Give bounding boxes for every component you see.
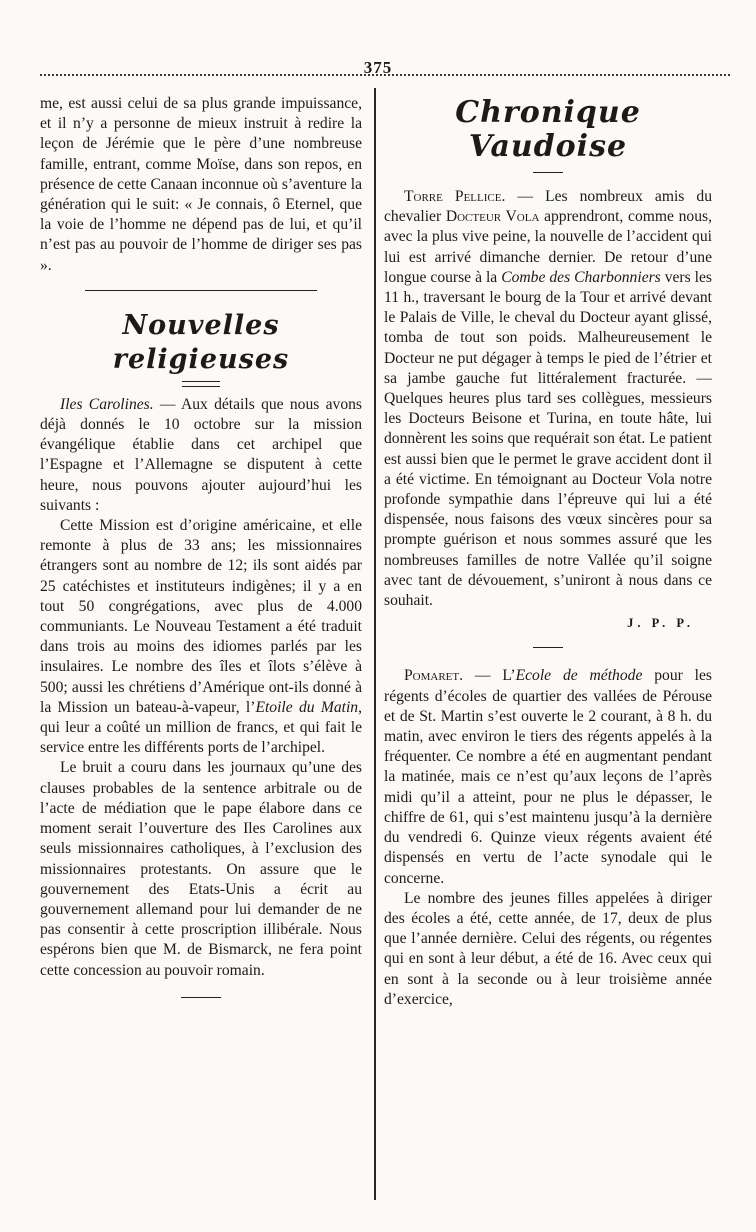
combe-location: Combe des Charbonniers xyxy=(501,268,661,286)
end-dash xyxy=(181,997,221,998)
mission-text: Cette Mission est d’origine américaine, et elle remonte à plus de 33 ans; les missionnaires étrangers sont au nombre de 12; ils sont aidés par 25 catéchistes et instituteurs indigènes; il y a en tout 50 congrégations, avec plus de 4.000 communiants. Le Nouveau Testament a été traduit dans trois au moins des idiomes parlés par les insulaires. Le nombre des îles et îlots s’élève à 500; aussi les chrétiens d’Amérique ont-ils donné à la Mission un bateau-à-vapeur, l’ xyxy=(40,517,362,716)
mission-text-end: , qui leur a coûté un million de francs, et qui fait le service entre les différents ports de l’archipel. xyxy=(40,698,362,757)
intro-paragraph: me, est aussi celui de sa plus grande impuissance, et il n’y a personne de mieux instruit à redire la leçon de Jérémie que le père d’une nombreuse famille, entrant, comme Moïse, dans son repos, en présence de cette Canaan inconnue où s’aventure la génération qui le suit: « Je connais, ô Eternel, que la voie de l’homme ne dépend pas de lui, et qu’il n’est pas au pouvoir de l’homme de diriger ses pas ». xyxy=(40,95,362,274)
article-text: — L’ xyxy=(463,667,516,685)
section-title-nouvelles: Nouvelles religieuses xyxy=(112,309,290,375)
article-text: — Les nombreux amis du chevalier xyxy=(384,188,713,226)
section-separator xyxy=(85,290,317,291)
title-short-rule xyxy=(533,172,563,173)
left-column xyxy=(40,94,362,998)
pomaret-place: Pomaret. xyxy=(404,667,464,685)
torre-pellice-article xyxy=(384,187,712,611)
ship-name: Etoile du Matin xyxy=(255,698,359,716)
rumor-paragraph: Le bruit a couru dans les journaux qu’une des clauses probables de la sentence arbitrale ou de l’acte de médiation que le pape élabore dans ce moment serait l’ouverture des Iles Carolines aux seuls missionnaires catholiques, à l’exclusion des missionnaires protestants. On assure que le gouvernement des Etats-Unis a écrit au gouvernement allemand pour lui demander de ne pas consentir à cette proscription illibérale. Nous espérons bien que M. de Bismarck, ne fera point cette concession au pouvoir romain. xyxy=(40,759,362,979)
header-dotted-rule xyxy=(40,74,730,76)
right-column xyxy=(384,94,712,1010)
school-name: Ecole de méthode xyxy=(515,667,643,685)
pomaret-paragraph-2: Le nombre des jeunes filles appelées à diriger des écoles a été, cette année, de 17, deux de plus que l’année dernière. Celui des régents, ou régentes qui en sont à leur début, a été de 16. Avec ceux qui en sont à la seconde ou à leur troisième année d’exercice, xyxy=(384,889,712,1008)
article-text: pour les régents d’écoles de quartier des vallées de Pérouse et de St. Martin s’est ouverte le 2 courant, à 8 h. du matin, avec environ le tiers des régents appelés à la fréquenter. Ce nombre a été en augmentant pendant la matinée, mais ce n’est qu’aux leçons de l’après midi qu’il a atteint, pour ne plus le dépasser, le chiffre de 61, qui s’est maintenu jusqu’à la dernière du vendredi 6. Quinze vieux régents avaient été dispensés en vertu de l’acte synodale qui le concerne. xyxy=(384,667,712,887)
mission-paragraph xyxy=(40,516,362,758)
carolines-text: — Aux détails que nous avons déjà donnés le 10 octobre sur la mission évangélique établie dans cet archipel que l’Espagne et l’Allemagne se disputent à cette heure, nous pouvons ajouter aujourd’hui les suivants : xyxy=(40,395,362,514)
title-double-rule xyxy=(182,381,220,387)
article-text: apprendront, comme nous, avec la plus vive peine, la nouvelle de l’accident qui lui est arrivé dimanche dernier. De retour d’une longue course à la xyxy=(384,208,712,286)
pomaret-article xyxy=(384,666,712,888)
article-separator xyxy=(533,647,563,648)
carolines-paragraph xyxy=(40,395,362,516)
section-title-chronique: Chronique Vaudoise xyxy=(455,95,641,164)
carolines-lead: Iles Carolines. xyxy=(60,395,154,413)
signature: J. P. P. xyxy=(627,616,694,631)
doctor-name: Docteur Vola xyxy=(445,208,540,226)
article-text: vers les 11 h., traversant le bourg de la Tour et arrivé devant le Palais de Ville, le cheval du Docteur ayant glissé, tomba de tout son poids. Malheureusement le Docteur ne put dégager à temps le pied de l’étrier et sa jambe gauche fut littéralement fracturée. — Quelques heures plus tard ses collègues, messieurs les Docteurs Beisone et Turina, en toute hâte, lui donnèrent les soins que requérait son état. Le patient est aussi bien que le permet le grave accident dont il a été victime. En témoignant au Docteur Vola notre profonde sympathie dans l’épreuve qui lui a été dispensée, nous faisons des vœux sincères pour sa prompte guérison et nous sommes assuré que les nombreuses familles de notre Vallée qu’il soigne avec tant de dévouement, s’uniront à nous dans ce souhait. xyxy=(384,268,712,610)
page-number: 375 xyxy=(363,58,393,77)
column-divider xyxy=(374,88,376,1200)
torre-pellice-place: Torre Pellice. xyxy=(404,188,506,205)
